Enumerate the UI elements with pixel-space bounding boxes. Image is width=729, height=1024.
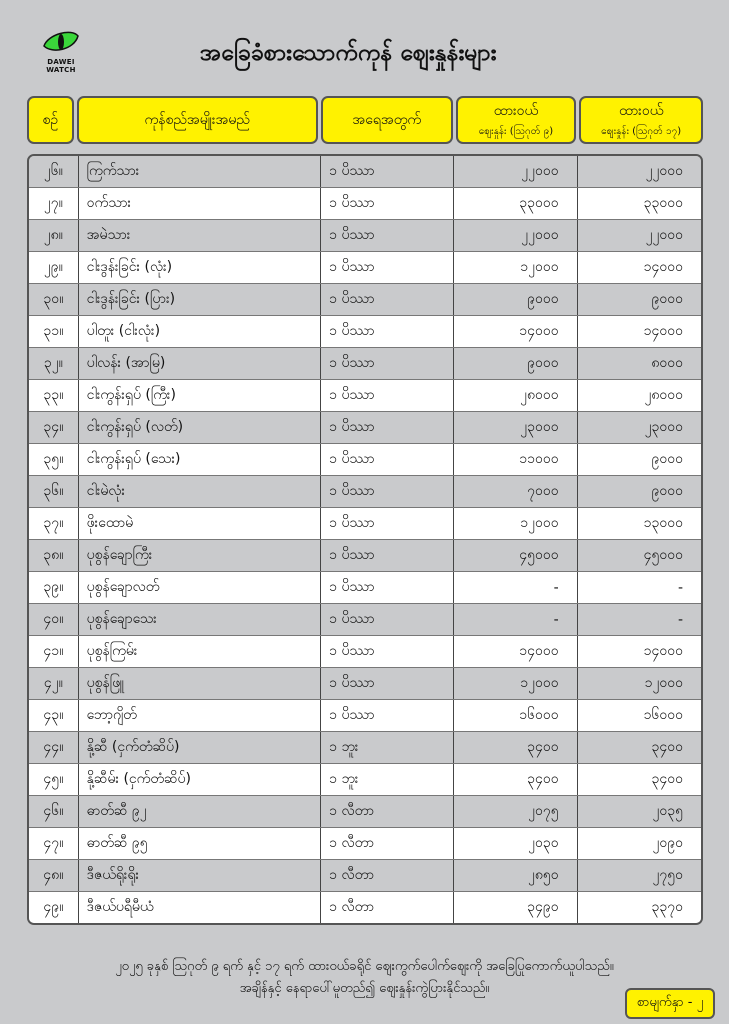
row-price-2: ၂၀၃၅ xyxy=(652,803,683,819)
table-row xyxy=(29,700,701,732)
row-price-2: ၁၃၀၀၀ xyxy=(643,515,683,531)
row-price-2: ၂၈၀၀၀ xyxy=(644,387,683,403)
row-number: ၃၆။ xyxy=(29,476,79,507)
row-price-2: ၁၄၀၀၀ xyxy=(643,323,683,339)
row-item-name: ဓာတ်ဆီ ၉၂ xyxy=(79,796,321,827)
row-price-2: ၉၀၀၀ xyxy=(651,483,683,499)
row-number: ၃၂။ xyxy=(29,348,79,379)
header-no-label: စဉ် xyxy=(42,111,59,128)
header-price-2-sub: ဈေးနှုန်း (ဩဂုတ် ၁၇) xyxy=(601,126,682,137)
table-row xyxy=(29,892,701,923)
row-price-1: ၁၆၀၀၀ xyxy=(454,700,577,731)
table-row xyxy=(29,572,701,604)
brand-logo xyxy=(34,30,88,74)
row-price-2: ၁၄၀၀၀ xyxy=(643,259,683,275)
row-unit: ၁ ဘူး xyxy=(321,764,454,795)
row-item-name: ဓာတ်ဆီ ၉၅ xyxy=(79,828,321,859)
row-price-2: ၃၄၀၀ xyxy=(651,739,683,755)
row-price-1: ၂၀၇၅ xyxy=(454,796,577,827)
row-item-name: ပုစွန်ကြမ်း xyxy=(79,636,321,667)
row-unit: ၁ ပိဿာ xyxy=(321,604,454,635)
row-price-1: ၂၂၀၀၀ xyxy=(454,156,577,187)
row-number: ၄၁။ xyxy=(29,636,79,667)
table-row xyxy=(29,636,701,668)
row-unit: ၁ ပိဿာ xyxy=(321,316,454,347)
row-price-2: ၂၂၀၀၀ xyxy=(645,227,683,243)
row-item-name: ပုစွန်ချောသေး xyxy=(79,604,321,635)
table-row xyxy=(29,604,701,636)
row-unit: ၁ ပိဿာ xyxy=(321,636,454,667)
row-price-2: ၂၇၅၀ xyxy=(652,867,683,883)
row-item-name: ဖိုးထောမဲ xyxy=(79,508,321,539)
row-price-1: ၁၄၀၀၀ xyxy=(454,316,577,347)
row-price-1: ၂၂၀၀၀ xyxy=(454,220,577,251)
table-row xyxy=(29,380,701,412)
header-price-1-sub: ဈေးနှုန်း (ဩဂုတ် ၉) xyxy=(478,126,554,137)
row-price-2: ၃၃၇၀ xyxy=(651,899,683,915)
row-price-1: ၂၈၅၀ xyxy=(454,860,577,891)
table-row xyxy=(29,156,701,188)
row-item-name: ပုစွန်ချောလတ် xyxy=(79,572,321,603)
row-price-2: ၁၄၀၀၀ xyxy=(643,643,683,659)
row-number: ၃၃။ xyxy=(29,380,79,411)
row-unit: ၁ ဘူး xyxy=(321,732,454,763)
row-number: ၂၈။ xyxy=(29,220,79,251)
row-price-1: ၃၄၉၀ xyxy=(454,892,577,923)
row-number: ၄၀။ xyxy=(29,604,79,635)
row-price-2: ၂၀၉၀ xyxy=(652,835,683,851)
row-unit: ၁ ပိဿာ xyxy=(321,412,454,443)
row-number: ၄၃။ xyxy=(29,700,79,731)
row-item-name: ပုစွန်ချောကြီး xyxy=(79,540,321,571)
row-price-1: ၁၂၀၀၀ xyxy=(454,252,577,283)
row-price-1: ၃၄၀၀ xyxy=(454,764,577,795)
row-number: ၄၆။ xyxy=(29,796,79,827)
row-item-name: ဝက်သား xyxy=(79,188,321,219)
table-row xyxy=(29,316,701,348)
row-number: ၄၈။ xyxy=(29,860,79,891)
row-number: ၂၆။ xyxy=(29,156,79,187)
header-item-label: ကုန်စည်အမျိုးအမည် xyxy=(144,111,250,128)
row-number: ၃၁။ xyxy=(29,316,79,347)
footnote-line-1: ၂၀၂၅ ခုနှစ် ဩဂုတ် ၉ ရက် နှင့် ၁၇ ရက် ထားဝယ်ခရိုင် ဈေးကွက်ပေါက်ဈေးကို အခြေပြုကောက်ယူပါသည်။ xyxy=(115,959,614,974)
row-item-name: ငါးမဲလုံး xyxy=(79,476,321,507)
page-number-badge: စာမျက်နှာ - ၂ xyxy=(625,988,715,1019)
header-price-1-label: ထားဝယ် xyxy=(493,103,539,119)
row-item-name: ဘော့ဂျိတ် xyxy=(79,700,321,731)
row-unit: ၁ ပိဿာ xyxy=(321,476,454,507)
table-row xyxy=(29,188,701,220)
table-row xyxy=(29,540,701,572)
row-unit: ၁ ပိဿာ xyxy=(321,700,454,731)
header-price-1 xyxy=(456,96,577,144)
table-row xyxy=(29,252,701,284)
row-price-1: ၁၁၀၀၀ xyxy=(454,444,577,475)
row-price-1: ၂၃၀၀၀ xyxy=(454,412,577,443)
row-price-1: ၁၂၀၀၀ xyxy=(454,508,577,539)
row-unit: ၁ ပိဿာ xyxy=(321,252,454,283)
row-item-name: နို့ဆီ (ငှက်တံဆိပ်) xyxy=(79,732,321,763)
table-row xyxy=(29,796,701,828)
row-price-2: - xyxy=(677,611,683,628)
row-unit: ၁ ပိဿာ xyxy=(321,508,454,539)
row-unit: ၁ ပိဿာ xyxy=(321,444,454,475)
row-item-name: အမဲသား xyxy=(79,220,321,251)
row-item-name: ကြက်သား xyxy=(79,156,321,187)
row-price-2: ၁၆၀၀၀ xyxy=(643,707,683,723)
table-row xyxy=(29,444,701,476)
row-price-2: ၈၀၀၀ xyxy=(651,355,683,371)
row-price-1: - xyxy=(454,604,577,635)
header-no xyxy=(27,96,74,144)
header-price-2 xyxy=(579,96,703,144)
row-unit: ၁ ပိဿာ xyxy=(321,284,454,315)
table-row xyxy=(29,508,701,540)
row-item-name: ငါးဒွန်းခြင်း (လုံး) xyxy=(79,252,321,283)
row-number: ၃၄။ xyxy=(29,412,79,443)
row-unit: ၁ ပိဿာ xyxy=(321,572,454,603)
row-price-2: ၃၃၀၀၀ xyxy=(643,195,683,211)
row-number: ၃၉။ xyxy=(29,572,79,603)
row-price-1: ၉၀၀၀ xyxy=(454,284,577,315)
row-price-2: ၉၀၀၀ xyxy=(651,451,683,467)
header-unit xyxy=(321,96,453,144)
row-price-2: - xyxy=(677,579,683,596)
row-number: ၃၅။ xyxy=(29,444,79,475)
brand-name: DAWEI WATCH xyxy=(46,58,76,74)
row-number: ၄၉။ xyxy=(29,892,79,923)
row-unit: ၁ ပိဿာ xyxy=(321,668,454,699)
row-price-1: ၂၀၃၀ xyxy=(454,828,577,859)
row-price-2: ၄၅၀၀၀ xyxy=(643,547,683,563)
table-row xyxy=(29,860,701,892)
row-unit: ၁ လီတာ xyxy=(321,796,454,827)
row-unit: ၁ လီတာ xyxy=(321,828,454,859)
row-number: ၄၄။ xyxy=(29,732,79,763)
table-row xyxy=(29,764,701,796)
row-unit: ၁ ပိဿာ xyxy=(321,188,454,219)
footnote-line-2: အချိန်နှင့် နေရာပေါ်မူတည်၍ ဈေးနှုန်းကွဲပြားနိုင်သည်။ xyxy=(239,981,490,996)
row-unit: ၁ ပိဿာ xyxy=(321,348,454,379)
row-price-1: ၄၅၀၀၀ xyxy=(454,540,577,571)
row-unit: ၁ လီတာ xyxy=(321,860,454,891)
table-row xyxy=(29,412,701,444)
row-item-name: ငါးကွန်းရှပ် (ကြီး) xyxy=(79,380,321,411)
row-price-1: ၃၃၀၀၀ xyxy=(454,188,577,219)
table-header xyxy=(27,96,703,144)
row-item-name: ငါးကွန်းရှပ် (သေး) xyxy=(79,444,321,475)
row-item-name: ပါတူး (ငါးလုံး) xyxy=(79,316,321,347)
row-number: ၄၅။ xyxy=(29,764,79,795)
row-number: ၄၇။ xyxy=(29,828,79,859)
row-price-1: ၉၀၀၀ xyxy=(454,348,577,379)
row-item-name: ငါးဒွန်းခြင်း (ပြား) xyxy=(79,284,321,315)
row-item-name: ပုစွန်ဖြူ xyxy=(79,668,321,699)
row-price-1: ၁၄၀၀၀ xyxy=(454,636,577,667)
table-row xyxy=(29,476,701,508)
header-price-2-label: ထားဝယ် xyxy=(619,103,664,119)
row-item-name: ငါးကွန်းရှပ် (လတ်) xyxy=(79,412,321,443)
row-number: ၃၇။ xyxy=(29,508,79,539)
price-table xyxy=(27,96,703,925)
row-unit: ၁ ပိဿာ xyxy=(321,220,454,251)
table-row xyxy=(29,348,701,380)
row-price-2: ၂၂၀၀၀ xyxy=(645,163,683,179)
row-price-2: ၁၂၀၀၀ xyxy=(644,675,683,691)
row-price-1: - xyxy=(454,572,577,603)
row-price-1: ၃၄၀၀ xyxy=(454,732,577,763)
table-body xyxy=(27,154,703,925)
row-number: ၂၇။ xyxy=(29,188,79,219)
row-item-name: ဒီဇယ်ပရီမီယံ xyxy=(79,892,321,923)
header-item xyxy=(77,96,318,144)
row-item-name: ဒီဇယ်ရိုးရိုး xyxy=(79,860,321,891)
row-item-name: နို့ဆီမ်း (ငှက်တံဆိပ်) xyxy=(79,764,321,795)
header-unit-label: အရေအတွက် xyxy=(352,111,422,128)
eye-icon xyxy=(42,30,80,54)
row-price-2: ၃၄၀၀ xyxy=(651,771,683,787)
row-number: ၃၀။ xyxy=(29,284,79,315)
row-unit: ၁ ပိဿာ xyxy=(321,540,454,571)
row-unit: ၁ ပိဿာ xyxy=(321,380,454,411)
table-row xyxy=(29,668,701,700)
row-price-1: ၁၂၀၀၀ xyxy=(454,668,577,699)
row-price-1: ၂၈၀၀၀ xyxy=(454,380,577,411)
row-unit: ၁ လီတာ xyxy=(321,892,454,923)
table-row xyxy=(29,220,701,252)
row-number: ၄၂။ xyxy=(29,668,79,699)
row-number: ၃၈။ xyxy=(29,540,79,571)
table-row xyxy=(29,284,701,316)
row-item-name: ပါလန်း (အာမြ) xyxy=(79,348,321,379)
row-price-2: ၉၀၀၀ xyxy=(651,291,683,307)
row-number: ၂၉။ xyxy=(29,252,79,283)
row-unit: ၁ ပိဿာ xyxy=(321,156,454,187)
page-title: အခြေခံစားသောက်ကုန် ဈေးနှုန်းများ xyxy=(200,40,497,66)
table-row xyxy=(29,732,701,764)
table-row xyxy=(29,828,701,860)
row-price-2: ၂၃၀၀၀ xyxy=(644,419,683,435)
row-price-1: ၇၀၀၀ xyxy=(454,476,577,507)
